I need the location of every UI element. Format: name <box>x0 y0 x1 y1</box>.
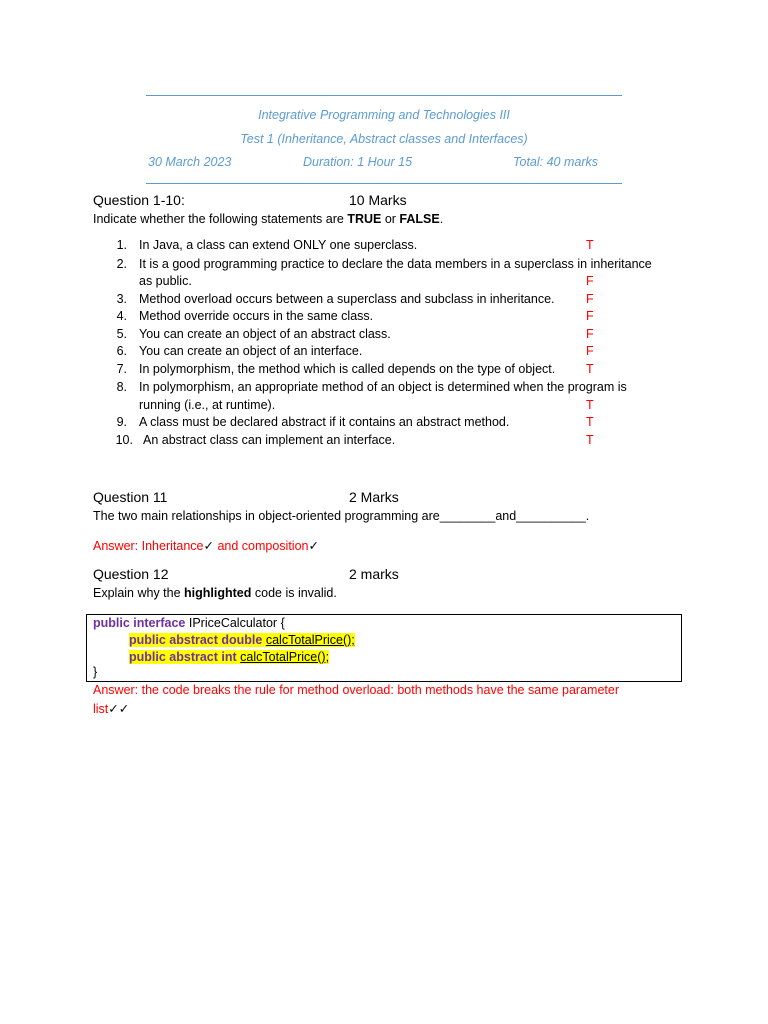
list-item-answer: T <box>586 362 594 376</box>
list-item-number: 2. <box>116 257 127 271</box>
code-method: calcTotalPrice(); <box>265 633 355 647</box>
q1-instr-true: TRUE <box>347 212 382 226</box>
list-item-text: An abstract class can implement an interface. <box>143 433 396 447</box>
list-item-text: Method overload occurs between a superclass and subclass in inheritance. <box>139 292 555 306</box>
q12-answer-line2 <box>93 701 129 716</box>
list-item-text-cont: as public. <box>139 274 192 288</box>
check-icon: ✓ <box>203 539 214 553</box>
list-item-text: You can create an object of an interface. <box>139 344 363 358</box>
list-item-number: 7. <box>116 362 127 376</box>
list-item-answer: T <box>586 398 594 412</box>
list-item-number: 10. <box>115 433 133 447</box>
q11-title: Question 11 <box>93 489 168 505</box>
code-text: IPriceCalculator { <box>185 616 285 630</box>
list-item-answer: F <box>586 309 594 323</box>
q11-marks: 2 Marks <box>349 489 399 505</box>
list-item-text: In polymorphism, the method which is called depends on the type of object. <box>139 362 556 376</box>
q12-instr-post: code is invalid. <box>251 586 337 600</box>
header-bottom-rule <box>146 183 622 184</box>
list-item-answer: F <box>586 344 594 358</box>
list-item-answer: F <box>586 274 594 288</box>
check-icon: ✓✓ <box>108 702 130 716</box>
code-line-3 <box>129 650 329 664</box>
code-highlight <box>129 633 355 647</box>
q11-answer <box>93 538 319 553</box>
q11-answer-mid: and composition <box>213 539 309 553</box>
list-item-text: It is a good programming practice to declare the data members in a superclass in inheritance <box>139 257 652 271</box>
code-box <box>86 614 682 682</box>
list-item-answer: F <box>586 327 594 341</box>
test-duration: Duration: 1 Hour 15 <box>303 155 413 169</box>
list-item-number: 1. <box>116 238 127 252</box>
code-keyword: public abstract int <box>129 650 237 664</box>
q11-text: The two main relationships in object-oriented programming are________and__________. <box>93 509 590 523</box>
list-item-number: 8. <box>116 380 127 394</box>
test-date: 30 March 2023 <box>148 155 232 169</box>
q1-instr-false: FALSE <box>399 212 440 226</box>
q1-marks: 10 Marks <box>349 192 407 208</box>
code-keyword: public abstract double <box>129 633 263 647</box>
q1-title: Question 1-10: <box>93 192 185 208</box>
list-item-text: A class must be declared abstract if it contains an abstract method. <box>139 415 510 429</box>
q11-answer-pre: Answer: Inheritance <box>93 539 204 553</box>
q12-title: Question 12 <box>93 566 169 582</box>
q12-answer-end: list <box>93 702 109 716</box>
q12-instr-bold: highlighted <box>184 586 252 600</box>
check-icon: ✓ <box>308 539 319 553</box>
list-item-text: You can create an object of an abstract class. <box>139 327 391 341</box>
code-highlight <box>129 650 329 664</box>
course-title: Integrative Programming and Technologies III <box>258 108 510 122</box>
header-top-rule <box>146 95 622 96</box>
list-item-number: 4. <box>116 309 127 323</box>
list-item-answer: T <box>586 238 594 252</box>
q12-instruction <box>93 586 337 600</box>
list-item-answer: F <box>586 292 594 306</box>
list-item-text-cont: running (i.e., at runtime). <box>139 398 276 412</box>
list-item-number: 3. <box>116 292 127 306</box>
list-item-text: In polymorphism, an appropriate method of an object is determined when the program is <box>139 380 627 394</box>
code-line-4: } <box>93 665 98 679</box>
list-item-answer: T <box>586 433 594 447</box>
list-item-number: 5. <box>116 327 127 341</box>
code-method: calcTotalPrice(); <box>240 650 330 664</box>
q1-instruction <box>93 212 443 226</box>
list-item-text: Method override occurs in the same class. <box>139 309 374 323</box>
code-keyword: public interface <box>93 616 186 630</box>
q1-instr-pre: Indicate whether the following statements are <box>93 212 348 226</box>
q12-instr-pre: Explain why the <box>93 586 185 600</box>
list-item-answer: T <box>586 415 594 429</box>
code-line-2 <box>129 633 355 647</box>
test-title: Test 1 (Inheritance, Abstract classes and Interfaces) <box>240 132 528 146</box>
q1-instr-end: . <box>439 212 444 226</box>
q12-answer-line1: Answer: the code breaks the rule for method overload: both methods have the same parameter <box>93 683 619 697</box>
q12-marks: 2 marks <box>349 566 399 582</box>
list-item-text: In Java, a class can extend ONLY one superclass. <box>139 238 418 252</box>
list-item-number: 9. <box>116 415 127 429</box>
list-item-number: 6. <box>116 344 127 358</box>
q1-instr-or: or <box>381 212 400 226</box>
code-line-1 <box>93 616 285 630</box>
test-total: Total: 40 marks <box>513 155 598 169</box>
